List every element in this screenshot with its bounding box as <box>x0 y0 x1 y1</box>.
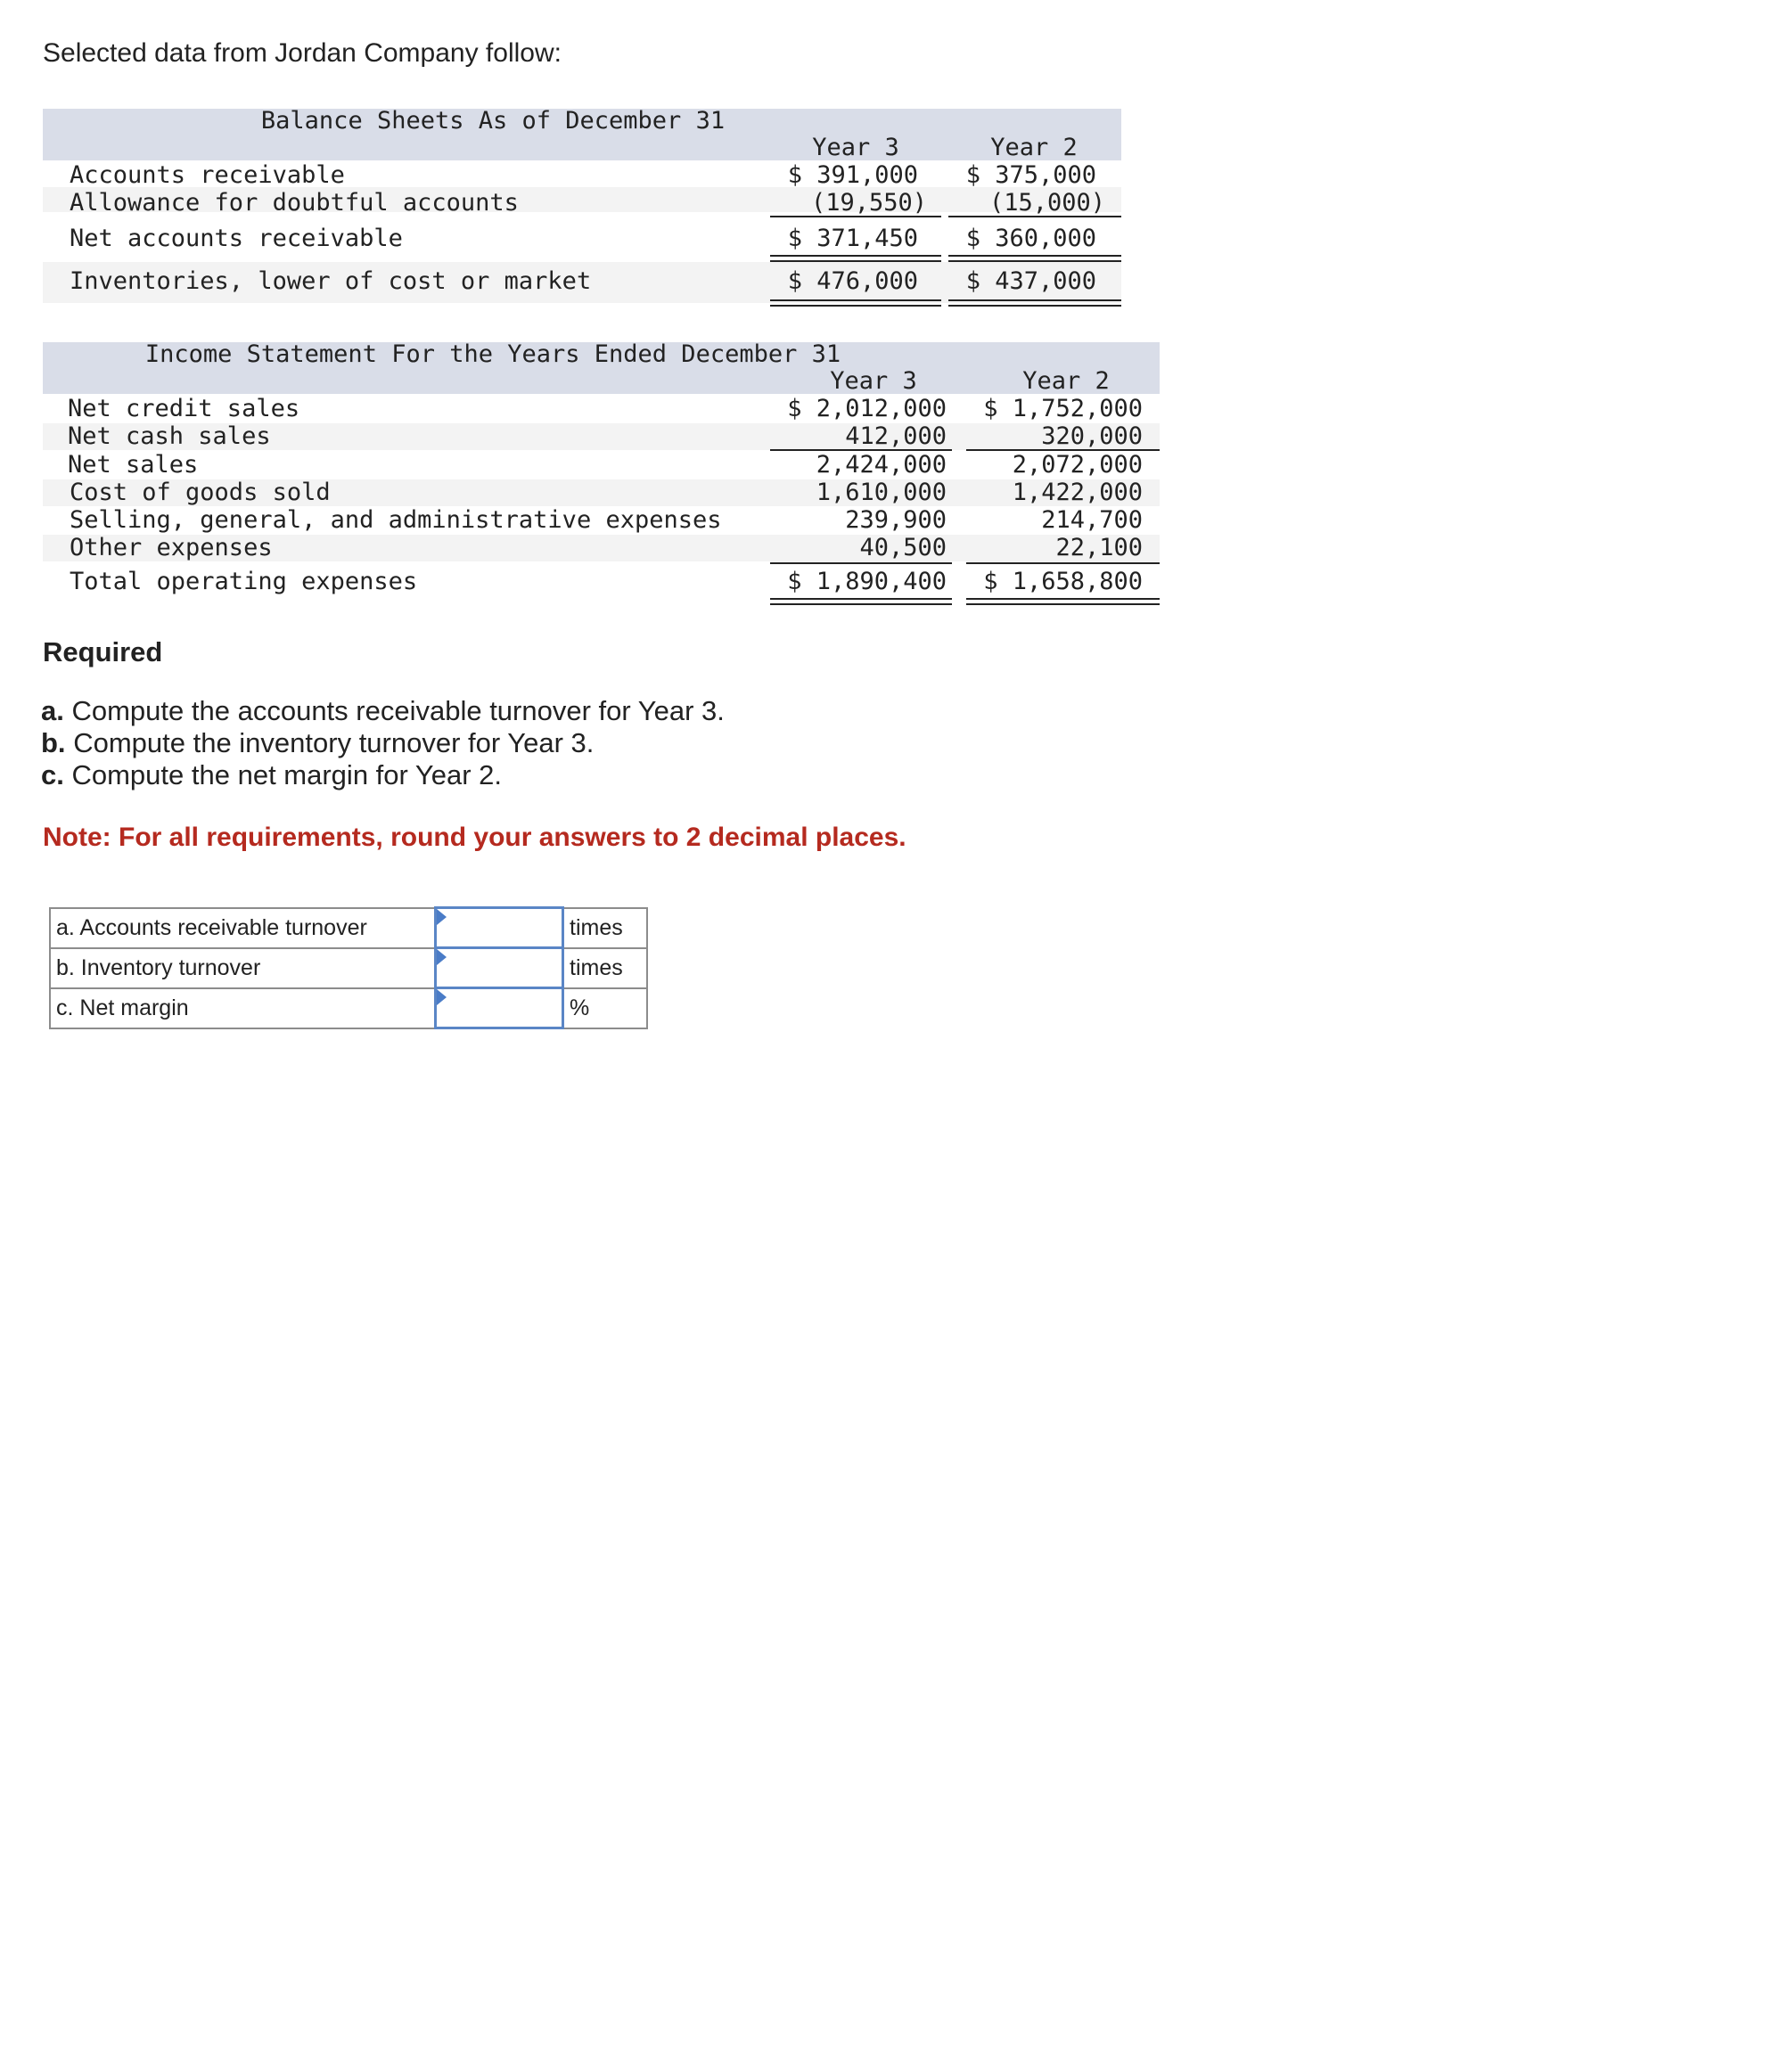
answer-cell <box>436 908 563 948</box>
is-row-year3: 239,900 <box>845 506 947 534</box>
is-row-year2: 2,072,000 <box>1012 451 1143 479</box>
required-item-text: Compute the accounts receivable turnover for Year 3. <box>71 695 725 726</box>
input-marker-icon <box>437 949 447 965</box>
input-marker-icon <box>437 989 447 1005</box>
answer-label: b. Inventory turnover <box>50 948 436 988</box>
is-row-label: Net credit sales <box>68 395 300 422</box>
is-row-year2: 1,422,000 <box>1012 479 1143 506</box>
answer-row-ar-turnover <box>50 908 647 948</box>
required-item-letter: c. <box>41 759 64 790</box>
income-statement-col-year2: Year 2 <box>1022 367 1110 395</box>
is-row-year3: 40,500 <box>859 534 947 561</box>
rounding-note: Note: For all requirements, round your answers to 2 decimal places. <box>43 823 906 852</box>
answer-label: a. Accounts receivable turnover <box>50 908 436 948</box>
is-row-year2: $ 1,752,000 <box>983 395 1143 422</box>
answer-unit: % <box>563 988 648 1028</box>
bs-total-double-rule <box>948 299 1121 307</box>
is-total-double-rule <box>770 598 952 605</box>
is-row-label: Net cash sales <box>68 422 271 450</box>
answer-unit: times <box>563 948 648 988</box>
bs-subtotal-rule <box>770 216 941 217</box>
answer-cell <box>436 988 563 1028</box>
is-subtotal-rule <box>770 562 952 564</box>
answer-cell <box>436 948 563 988</box>
bs-row-year2: (15,000) <box>988 189 1105 217</box>
is-row-label: Cost of goods sold <box>70 479 331 506</box>
bs-row-label: Net accounts receivable <box>70 225 403 252</box>
bs-row-year3: $ 371,450 <box>787 225 918 252</box>
income-statement-title: Income Statement For the Years Ended December 31 <box>144 340 841 368</box>
is-row-year2: $ 1,658,800 <box>983 568 1143 595</box>
balance-sheet-col-year2: Year 2 <box>990 134 1078 161</box>
required-heading: Required <box>43 636 163 667</box>
bs-subtotal-rule <box>948 216 1121 217</box>
is-row-year3: 2,424,000 <box>816 451 947 479</box>
balance-sheet-title: Balance Sheets As of December 31 <box>260 107 726 135</box>
net-margin-input[interactable] <box>437 989 562 1027</box>
income-statement-col-year3: Year 3 <box>830 367 917 395</box>
required-item <box>41 727 725 759</box>
bs-row-label: Inventories, lower of cost or market <box>70 267 592 295</box>
balance-sheet-col-year3: Year 3 <box>812 134 899 161</box>
required-item-letter: a. <box>41 695 64 726</box>
answer-row-net-margin <box>50 988 647 1028</box>
is-row-year2: 214,700 <box>1041 506 1143 534</box>
answer-unit: times <box>563 908 648 948</box>
required-item-text: Compute the inventory turnover for Year 3. <box>73 727 595 758</box>
is-row-label: Selling, general, and administrative expenses <box>70 506 722 534</box>
is-row-year3: 1,610,000 <box>816 479 947 506</box>
is-row-year2: 320,000 <box>1041 422 1143 450</box>
bs-row-year2: $ 360,000 <box>965 225 1096 252</box>
bs-row-year2: $ 375,000 <box>965 161 1096 189</box>
is-row-year3: 412,000 <box>845 422 947 450</box>
is-row-label: Other expenses <box>70 534 273 561</box>
is-row-year3: $ 1,890,400 <box>787 568 947 595</box>
answer-label: c. Net margin <box>50 988 436 1028</box>
is-subtotal-rule <box>966 562 1160 564</box>
bs-total-double-rule <box>770 255 941 262</box>
bs-total-double-rule <box>948 255 1121 262</box>
input-marker-icon <box>437 909 447 925</box>
bs-row-year2: $ 437,000 <box>965 267 1096 295</box>
answer-row-inventory-turnover <box>50 948 647 988</box>
required-item <box>41 759 725 791</box>
required-item-text: Compute the net margin for Year 2. <box>71 759 502 790</box>
bs-row-label: Allowance for doubtful accounts <box>70 189 519 217</box>
is-row-label: Net sales <box>68 451 199 479</box>
required-list <box>41 695 725 791</box>
is-total-double-rule <box>966 598 1160 605</box>
inventory-turnover-input[interactable] <box>437 949 562 987</box>
bs-row-year3: $ 391,000 <box>787 161 918 189</box>
answer-table <box>49 906 648 1029</box>
is-row-year3: $ 2,012,000 <box>787 395 947 422</box>
bs-row-year3: $ 476,000 <box>787 267 918 295</box>
bs-row-year3: (19,550) <box>810 189 927 217</box>
ar-turnover-input[interactable] <box>437 909 562 946</box>
bs-total-double-rule <box>770 299 941 307</box>
is-row-label: Total operating expenses <box>70 568 418 595</box>
required-item <box>41 695 725 727</box>
intro-text: Selected data from Jordan Company follow: <box>43 38 562 68</box>
is-row-year2: 22,100 <box>1055 534 1143 561</box>
bs-row-label: Accounts receivable <box>70 161 345 189</box>
required-item-letter: b. <box>41 727 66 758</box>
